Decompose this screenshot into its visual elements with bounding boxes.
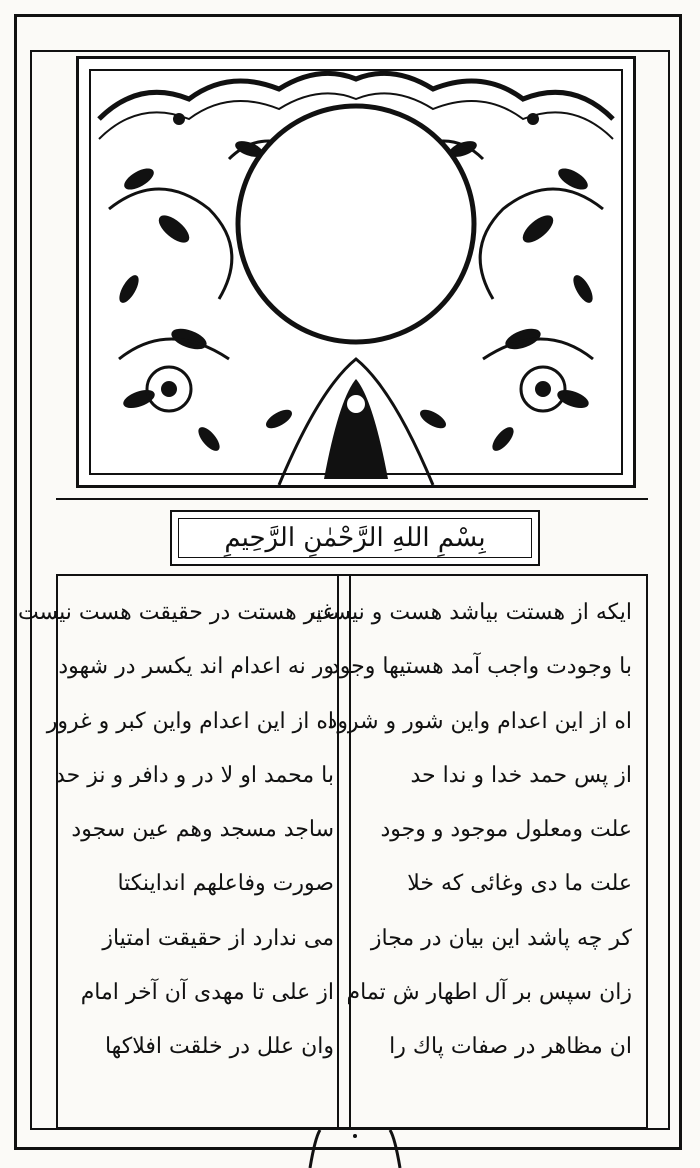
verse-line: وان علل در خلقت افلاکها (104, 1034, 334, 1060)
verse-line: غیر هستت در حقیقت هست نیست (17, 600, 334, 625)
heading-cartouche (170, 510, 540, 566)
verse-line: صورت وفاعلهم انداینکتا (117, 871, 334, 897)
verse-line: اه از این اعدام واین کبر و غرور (46, 708, 334, 734)
verse-line: ور نه اعدام اند یکسر در شهود (58, 654, 334, 680)
verse-line: ساجد مسجد وهم عین سجود (71, 817, 334, 843)
verse-line: ایکه از هستت بیاشد هست و نیست (310, 600, 632, 625)
verse-line: زان سپس بر آل اطهار ش تمام (346, 980, 632, 1006)
right-column (310, 586, 632, 1075)
verse-line: با وجودت واجب آمد هستیها وجود (329, 654, 632, 680)
verse-line: می ندارد از حقیقت امتیاز (102, 925, 334, 951)
illuminated-header (76, 56, 636, 488)
catchword-mark (290, 1128, 420, 1168)
verse-line: ان مظاهر در صفات پاك را (389, 1034, 632, 1060)
verse-line: علت ومعلول موجود و وجود (380, 817, 632, 843)
bismillah-heading: بِسْمِ اللهِ الرَّحْمٰنِ الرَّحِيمِ (224, 523, 486, 553)
verse-line: علت ما دی وغائی که خلا (407, 871, 632, 897)
floral-ornament (79, 59, 633, 485)
verse-line: با محمد او لا در و دافر و نز حد (55, 762, 334, 788)
left-column (17, 586, 334, 1075)
verse-line: از علی تا مهدی آن آخر امام (80, 980, 334, 1006)
verse-line: کر چه پاشد این بیان در مجاز (370, 925, 632, 951)
verse-line: از پس حمد خدا و ندا حد (410, 762, 632, 788)
separator-line-top (56, 498, 648, 500)
verse-line: اه از این اعدام واین شور و شرود (327, 708, 632, 734)
